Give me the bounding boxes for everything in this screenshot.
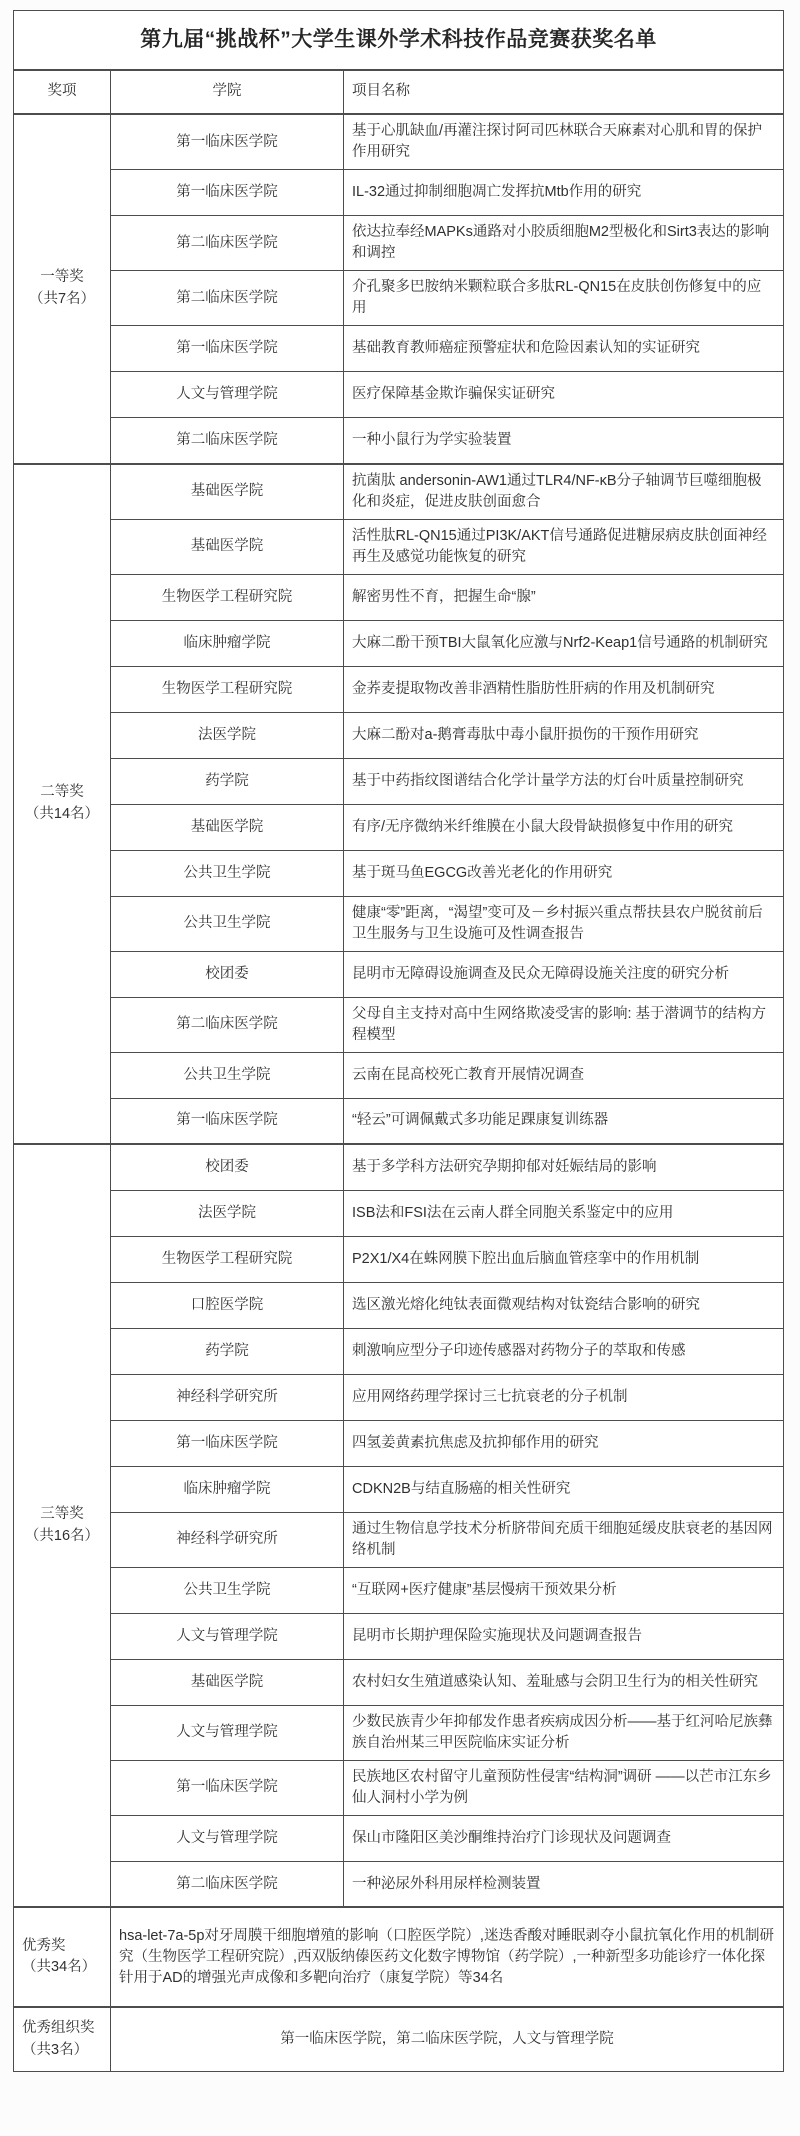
table-row xyxy=(14,1374,784,1420)
project-cell: 抗菌肽 andersonin-AW1通过TLR4/NF-κB分子轴调节巨噬细胞极化和炎症，促进皮肤创面愈合 xyxy=(344,464,784,520)
college-cell: 人文与管理学院 xyxy=(111,1815,344,1861)
project-cell: ISB法和FSI法在云南人群全同胞关系鉴定中的应用 xyxy=(344,1190,784,1236)
project-cell: 基于心肌缺血/再灌注探讨阿司匹林联合天麻素对心肌和胃的保护作用研究 xyxy=(344,114,784,170)
college-cell: 生物医学工程研究院 xyxy=(111,574,344,620)
project-cell: 金荞麦提取物改善非酒精性脂肪性肝病的作用及机制研究 xyxy=(344,666,784,712)
table-row xyxy=(14,271,784,326)
table-row xyxy=(14,1420,784,1466)
table-row xyxy=(14,620,784,666)
award-count: （共7名） xyxy=(28,290,96,307)
college-cell: 人文与管理学院 xyxy=(111,1705,344,1760)
college-cell: 公共卫生学院 xyxy=(111,896,344,951)
college-cell: 第一临床医学院 xyxy=(111,1760,344,1815)
award-label: 二等奖 xyxy=(40,784,84,801)
table-row xyxy=(14,464,784,520)
table-row xyxy=(14,1659,784,1705)
project-cell: 选区激光熔化纯钛表面微观结构对钛瓷结合影响的研究 xyxy=(344,1282,784,1328)
table-row xyxy=(14,418,784,464)
college-cell: 基础医学院 xyxy=(111,519,344,574)
project-cell: CDKN2B与结直肠癌的相关性研究 xyxy=(344,1466,784,1512)
table-row xyxy=(14,1861,784,1907)
table-row xyxy=(14,1144,784,1190)
project-cell: 大麻二酚对a-鹅膏毒肽中毒小鼠肝损伤的干预作用研究 xyxy=(344,712,784,758)
project-cell: P2X1/X4在蛛网膜下腔出血后脑血管痉挛中的作用机制 xyxy=(344,1236,784,1282)
table-row xyxy=(14,1328,784,1374)
project-cell: 刺激响应型分子印迹传感器对药物分子的萃取和传感 xyxy=(344,1328,784,1374)
table-row xyxy=(14,666,784,712)
college-cell: 校团委 xyxy=(111,951,344,997)
merged-content-cell: hsa-let-7a-5p对牙周膜干细胞增殖的影响（口腔医学院）,迷迭香酸对睡眠剥夺小鼠抗氧化作用的机制研究（生物医学工程研究院）,西双版纳傣医药文化数字博物馆（药学院）,一种新型多功能诊疗一体化探针用于AD的增强光声成像和多靶向治疗（康复学院）等34名 xyxy=(111,1907,784,2007)
table-row xyxy=(14,1190,784,1236)
award-label: 一等奖 xyxy=(40,269,84,286)
project-cell: 昆明市无障碍设施调查及民众无障碍设施关注度的研究分析 xyxy=(344,951,784,997)
table-row xyxy=(14,1282,784,1328)
award-count: （共3名） xyxy=(22,2041,89,2058)
award-label: 三等奖 xyxy=(40,1506,84,1523)
project-cell: 介孔聚多巴胺纳米颗粒联合多肽RL-QN15在皮肤创伤修复中的应用 xyxy=(344,271,784,326)
table-row xyxy=(14,1512,784,1567)
college-cell: 药学院 xyxy=(111,758,344,804)
college-cell: 人文与管理学院 xyxy=(111,1613,344,1659)
award-cell xyxy=(14,1144,111,1907)
project-cell: 一种泌尿外科用尿样检测装置 xyxy=(344,1861,784,1907)
header-row xyxy=(14,70,784,114)
project-cell: 昆明市长期护理保险实施现状及问题调查报告 xyxy=(344,1613,784,1659)
project-cell: 通过生物信息学技术分析脐带间充质干细胞延缓皮肤衰老的基因网络机制 xyxy=(344,1512,784,1567)
table-row xyxy=(14,1815,784,1861)
college-cell: 公共卫生学院 xyxy=(111,1567,344,1613)
project-cell: 民族地区农村留守儿童预防性侵害“结构洞”调研 ——以芒市江东乡仙人洞村小学为例 xyxy=(344,1760,784,1815)
table-row xyxy=(14,712,784,758)
table-row xyxy=(14,1052,784,1098)
college-cell: 第二临床医学院 xyxy=(111,997,344,1052)
project-cell: 有序/无序微纳米纤维膜在小鼠大段骨缺损修复中作用的研究 xyxy=(344,804,784,850)
table-row xyxy=(14,896,784,951)
table-row xyxy=(14,1466,784,1512)
project-cell: 少数民族青少年抑郁发作患者疾病成因分析——基于红河哈尼族彝族自治州某三甲医院临床实证分析 xyxy=(344,1705,784,1760)
college-cell: 基础医学院 xyxy=(111,464,344,520)
table-row xyxy=(14,1705,784,1760)
college-cell: 校团委 xyxy=(111,1144,344,1190)
project-cell: 基于中药指纹图谱结合化学计量学方法的灯台叶质量控制研究 xyxy=(344,758,784,804)
table-row xyxy=(14,1567,784,1613)
table-row xyxy=(14,114,784,170)
college-cell: 第一临床医学院 xyxy=(111,326,344,372)
college-cell: 生物医学工程研究院 xyxy=(111,666,344,712)
award-cell xyxy=(14,464,111,1145)
project-cell: 保山市隆阳区美沙酮维持治疗门诊现状及问题调查 xyxy=(344,1815,784,1861)
table-row xyxy=(14,1907,784,2007)
table-row xyxy=(14,758,784,804)
award-label: 优秀组织奖 xyxy=(22,2019,95,2036)
table-row xyxy=(14,1098,784,1144)
award-count: （共14名） xyxy=(24,805,100,822)
project-cell: 大麻二酚干预TBI大鼠氧化应激与Nrf2-Keap1信号通路的机制研究 xyxy=(344,620,784,666)
project-cell: IL-32通过抑制细胞凋亡发挥抗Mtb作用的研究 xyxy=(344,170,784,216)
college-cell: 临床肿瘤学院 xyxy=(111,620,344,666)
college-cell: 法医学院 xyxy=(111,1190,344,1236)
project-cell: “互联网+医疗健康”基层慢病干预效果分析 xyxy=(344,1567,784,1613)
award-cell xyxy=(14,1907,111,2007)
college-cell: 公共卫生学院 xyxy=(111,1052,344,1098)
award-cell xyxy=(14,2007,111,2071)
award-cell xyxy=(14,114,111,464)
table-row xyxy=(14,951,784,997)
college-cell: 法医学院 xyxy=(111,712,344,758)
project-cell: 健康“零”距离，“渴望”变可及－乡村振兴重点帮扶县农户脱贫前后卫生服务与卫生设施可及性调查报告 xyxy=(344,896,784,951)
table-row xyxy=(14,1760,784,1815)
college-cell: 药学院 xyxy=(111,1328,344,1374)
table-row xyxy=(14,326,784,372)
college-cell: 神经科学研究所 xyxy=(111,1374,344,1420)
project-cell: 基于斑马鱼EGCG改善光老化的作用研究 xyxy=(344,850,784,896)
project-cell: 四氢姜黄素抗焦虑及抗抑郁作用的研究 xyxy=(344,1420,784,1466)
college-cell: 第二临床医学院 xyxy=(111,418,344,464)
column-header-award: 奖项 xyxy=(14,70,111,114)
college-cell: 临床肿瘤学院 xyxy=(111,1466,344,1512)
college-cell: 神经科学研究所 xyxy=(111,1512,344,1567)
table-row xyxy=(14,519,784,574)
table-row xyxy=(14,1613,784,1659)
project-cell: 活性肽RL-QN15通过PI3K/AKT信号通路促进糖尿病皮肤创面神经再生及感觉功能恢复的研究 xyxy=(344,519,784,574)
college-cell: 公共卫生学院 xyxy=(111,850,344,896)
college-cell: 第二临床医学院 xyxy=(111,216,344,271)
award-list-table xyxy=(13,10,784,2072)
table-row xyxy=(14,997,784,1052)
college-cell: 第一临床医学院 xyxy=(111,1420,344,1466)
table-row xyxy=(14,216,784,271)
project-cell: 云南在昆高校死亡教育开展情况调查 xyxy=(344,1052,784,1098)
award-label: 优秀奖 xyxy=(22,1937,66,1954)
column-header-college: 学院 xyxy=(111,70,344,114)
column-header-project: 项目名称 xyxy=(344,70,784,114)
college-cell: 基础医学院 xyxy=(111,804,344,850)
project-cell: 医疗保障基金欺诈骗保实证研究 xyxy=(344,372,784,418)
award-count: （共34名） xyxy=(22,1959,97,1976)
table-row xyxy=(14,850,784,896)
project-cell: “轻云”可调佩戴式多功能足踝康复训练器 xyxy=(344,1098,784,1144)
college-cell: 第一临床医学院 xyxy=(111,114,344,170)
table-row xyxy=(14,170,784,216)
project-cell: 农村妇女生殖道感染认知、羞耻感与会阴卫生行为的相关性研究 xyxy=(344,1659,784,1705)
project-cell: 一种小鼠行为学实验装置 xyxy=(344,418,784,464)
college-cell: 第一临床医学院 xyxy=(111,170,344,216)
college-cell: 基础医学院 xyxy=(111,1659,344,1705)
project-cell: 基础教育教师癌症预警症状和危险因素认知的实证研究 xyxy=(344,326,784,372)
college-cell: 口腔医学院 xyxy=(111,1282,344,1328)
project-cell: 解密男性不育，把握生命“腺” xyxy=(344,574,784,620)
table-row xyxy=(14,804,784,850)
title-row xyxy=(14,11,784,71)
page-title: 第九届“挑战杯”大学生课外学术科技作品竞赛获奖名单 xyxy=(14,11,784,71)
college-cell: 第二临床医学院 xyxy=(111,1861,344,1907)
project-cell: 应用网络药理学探讨三七抗衰老的分子机制 xyxy=(344,1374,784,1420)
table-row xyxy=(14,1236,784,1282)
project-cell: 依达拉奉经MAPKs通路对小胶质细胞M2型极化和Sirt3表达的影响和调控 xyxy=(344,216,784,271)
table-row xyxy=(14,372,784,418)
award-count: （共16名） xyxy=(24,1527,100,1544)
college-cell: 第二临床医学院 xyxy=(111,271,344,326)
merged-content-cell: 第一临床医学院，第二临床医学院，人文与管理学院 xyxy=(111,2007,784,2071)
table-row xyxy=(14,574,784,620)
college-cell: 第一临床医学院 xyxy=(111,1098,344,1144)
project-cell: 基于多学科方法研究孕期抑郁对妊娠结局的影响 xyxy=(344,1144,784,1190)
college-cell: 生物医学工程研究院 xyxy=(111,1236,344,1282)
table-row xyxy=(14,2007,784,2071)
project-cell: 父母自主支持对高中生网络欺凌受害的影响: 基于潜调节的结构方程模型 xyxy=(344,997,784,1052)
college-cell: 人文与管理学院 xyxy=(111,372,344,418)
